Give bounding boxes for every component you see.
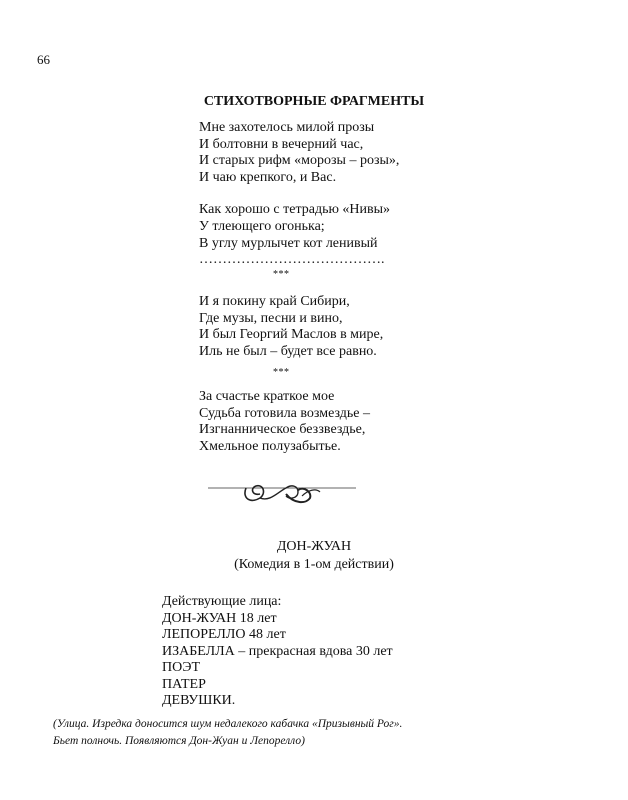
poem-line: И болтовни в вечерний час, [199, 136, 364, 152]
poem-line: В углу мурлычет кот ленивый [199, 235, 378, 251]
cast-list [162, 594, 393, 710]
poem-fragment-3 [199, 389, 370, 455]
poem-line: За счастье краткое мое [199, 389, 335, 404]
poem-line: И был Георгий Маслов в мире, [199, 327, 384, 343]
play-subtitle: (Комедия в 1-ом действии) [234, 557, 394, 572]
cast-member: ПАТЕР [162, 676, 206, 692]
play-heading [0, 538, 628, 574]
cast-member: ИЗАБЕЛЛА – прекрасная вдова 30 лет [162, 643, 393, 659]
poem-fragment-1 [199, 120, 399, 269]
flourish-ornament-icon [206, 474, 358, 510]
poem-line: И я покину край Сибири, [199, 294, 350, 309]
poem-ellipsis-line: …………………………………. [199, 252, 385, 268]
separator-asterism: *** [273, 269, 290, 280]
poem-fragment-2 [199, 294, 383, 360]
poem-line: Иль не был – будет все равно. [199, 343, 377, 359]
section-title: СТИХОТВОРНЫЕ ФРАГМЕНТЫ [203, 94, 425, 109]
cast-member: ДЕВУШКИ. [162, 693, 236, 708]
cast-member: ДОН-ЖУАН 18 лет [162, 610, 277, 626]
cast-heading: Действующие лица: [162, 594, 282, 609]
stage-direction [53, 716, 402, 750]
poem-line: Изгнанническое беззвездье, [199, 422, 366, 438]
poem-line: Как хорошо с тетрадью «Нивы» [199, 202, 391, 218]
cast-member: ЛЕПОРЕЛЛО 48 лет [162, 627, 286, 642]
poem-line: Мне захотелось милой прозы [199, 120, 375, 135]
page-number: 66 [37, 52, 50, 67]
play-title: ДОН-ЖУАН [276, 539, 352, 554]
stage-direction-line: (Улица. Изредка доносится шум недалекого кабачка «Призывный Рог». [53, 718, 403, 730]
poem-line: Хмельное полузабытье. [199, 438, 341, 454]
poem-line: Судьба готовила возмездье – [199, 405, 370, 421]
stage-direction-line: Бьет полночь. Появляются Дон-Жуан и Лепорелло) [53, 735, 305, 747]
poem-line: Где музы, песни и вино, [199, 310, 343, 326]
separator-asterism: *** [273, 367, 290, 378]
poem-line: И старых рифм «морозы – розы», [199, 153, 400, 169]
poem-line: И чаю крепкого, и Вас. [199, 169, 337, 185]
cast-member: ПОЭТ [162, 660, 201, 675]
stanza-gap [199, 186, 399, 202]
poem-line: У тлеющего огонька; [199, 218, 325, 234]
